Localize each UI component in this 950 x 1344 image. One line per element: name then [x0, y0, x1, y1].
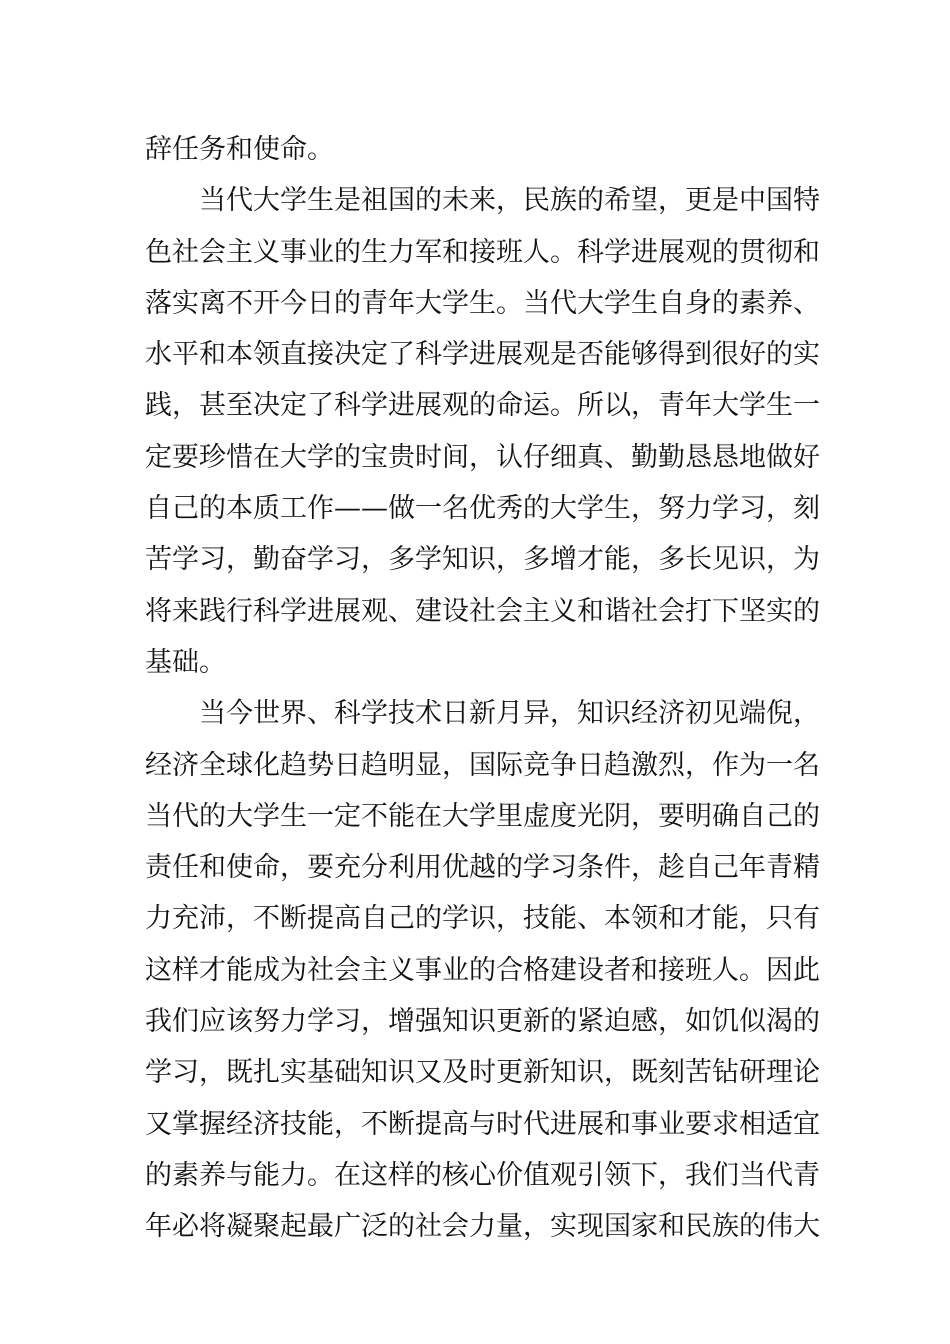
text-line: 辞任务和使命。 [145, 134, 334, 165]
text-line: 水平和本领直接决定了科学进展观是否能够得到很好的实 [145, 339, 820, 371]
text-line: 这样才能成为社会主义事业的合格建设者和接班人。因此 [145, 954, 820, 986]
text-line: 当今世界、科学技术日新月异，知识经济初见端倪， [199, 698, 820, 730]
text-line: 当代大学生是祖国的未来，民族的希望，更是中国特 [199, 185, 820, 217]
text-line: 落实离不开今日的青年大学生。当代大学生自身的素养、 [145, 287, 820, 319]
text-line: 力充沛，不断提高自己的学识，技能、本领和才能，只有 [145, 903, 820, 935]
text-line: 色社会主义事业的生力军和接班人。科学进展观的贯彻和 [145, 236, 820, 268]
text-line: 年必将凝聚起最广泛的社会力量，实现国家和民族的伟大 [145, 1211, 820, 1243]
text-line: 我们应该努力学习，增强知识更新的紧迫感，如饥似渴的 [145, 1006, 820, 1038]
text-line: 又掌握经济技能，不断提高与时代进展和事业要求相适宜 [145, 1108, 820, 1140]
text-line: 定要珍惜在大学的宝贵时间，认仔细真、勤勤恳恳地做好 [145, 441, 820, 473]
text-line: 的素养与能力。在这样的核心价值观引领下，我们当代青 [145, 1159, 820, 1191]
body-text [145, 124, 820, 1253]
text-line: 将来践行科学进展观、建设社会主义和谐社会打下坚实的 [145, 595, 820, 627]
text-line: 自己的本质工作——做一名优秀的大学生，努力学习，刻 [145, 493, 820, 525]
text-line: 学习，既扎实基础知识又及时更新知识，既刻苦钻研理论 [145, 1057, 820, 1089]
text-line: 基础。 [145, 646, 226, 678]
text-line: 经济全球化趋势日趋明显，国际竞争日趋激烈，作为一名 [145, 749, 820, 781]
text-line: 责任和使命，要充分利用优越的学习条件，趁自己年青精 [145, 852, 820, 884]
text-line: 苦学习，勤奋学习，多学知识，多增才能，多长见识，为 [145, 544, 820, 576]
text-line: 当代的大学生一定不能在大学里虚度光阴，要明确自己的 [145, 800, 820, 832]
text-line: 践，甚至决定了科学进展观的命运。所以，青年大学生一 [145, 390, 820, 422]
